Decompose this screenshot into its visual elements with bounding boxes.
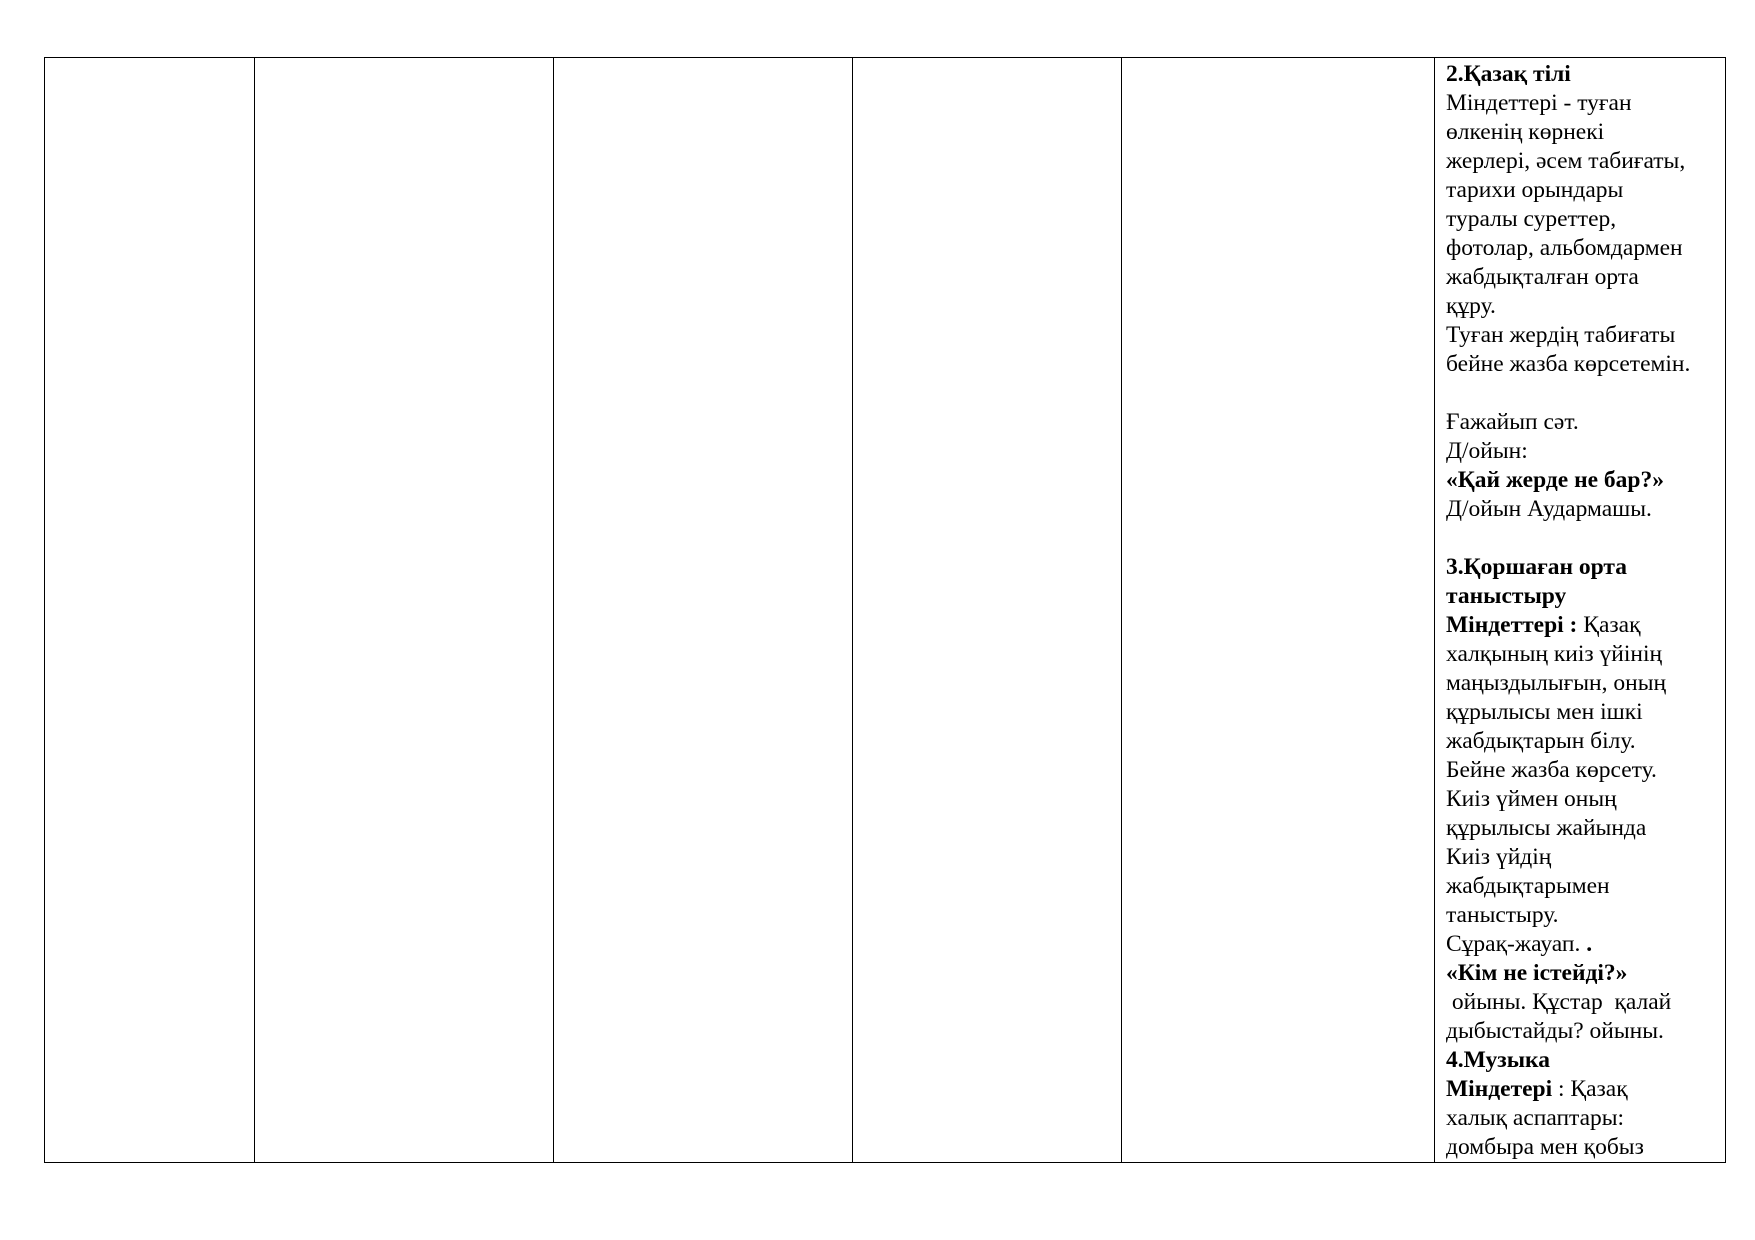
text-line	[1446, 930, 1717, 959]
task-label: Міндеттері :	[1446, 612, 1578, 638]
qa-dot: .	[1586, 931, 1593, 957]
text-line: Киіз үйдің	[1446, 844, 1552, 870]
text-line: Киіз үймен оның	[1446, 786, 1617, 812]
qa-text: Сұрақ-жауап.	[1446, 931, 1587, 957]
table-cell-activities	[1435, 58, 1726, 1163]
table-cell-empty-2	[255, 58, 554, 1163]
table-cell-empty-1	[45, 58, 255, 1163]
section-heading-environment: 3.Қоршаған орта	[1446, 554, 1628, 580]
lesson-plan-table	[44, 57, 1726, 1163]
text-line: маңыздылығын, оның	[1446, 670, 1667, 696]
text-line	[1446, 611, 1717, 640]
text-line: фотолар, альбомдармен	[1446, 235, 1683, 261]
text-line: Туған жердің табиғаты	[1446, 322, 1676, 348]
text-line: халқының киіз үйінің	[1446, 641, 1663, 667]
game-title: «Қай жерде не бар?»	[1446, 467, 1664, 493]
text-line: домбыра мен қобыз	[1446, 1134, 1644, 1160]
text-line: жабдықталған орта	[1446, 264, 1639, 290]
text-line: құру.	[1446, 293, 1496, 319]
table-cell-empty-3	[554, 58, 853, 1163]
task-text: Қазақ	[1577, 612, 1641, 638]
table-cell-empty-5	[1122, 58, 1435, 1163]
section-heading-kazakh: 2.Қазақ тілі	[1446, 61, 1571, 87]
text-line: жабдықтарымен	[1446, 873, 1610, 899]
text-line: құрылысы мен ішкі	[1446, 699, 1643, 725]
task-text: : Қазақ	[1552, 1076, 1628, 1102]
activities-text	[1435, 58, 1725, 1162]
text-line	[1446, 1075, 1717, 1104]
text-line: Д/ойын:	[1446, 438, 1528, 464]
game-title: «Кім не істейді?»	[1446, 960, 1628, 986]
text-line: таныстыру.	[1446, 902, 1559, 928]
task-label: Міндетері	[1446, 1076, 1553, 1102]
paragraph-gap	[1446, 524, 1717, 553]
text-line: дыбыстайды? ойыны.	[1446, 1018, 1664, 1044]
section-heading-music: 4.Музыка	[1446, 1047, 1550, 1073]
section-heading-environment-cont: таныстыру	[1446, 583, 1567, 609]
text-line: өлкенің көрнекі	[1446, 119, 1605, 145]
text-line: Бейне жазба көрсету.	[1446, 757, 1657, 783]
text-line: Д/ойын Аудармашы.	[1446, 496, 1652, 522]
text-line: Ғажайып сәт.	[1446, 409, 1579, 435]
text-line: туралы суреттер,	[1446, 206, 1617, 232]
text-line: құрылысы жайында	[1446, 815, 1647, 841]
text-line: халық аспаптары:	[1446, 1105, 1625, 1131]
text-line: жабдықтарын білу.	[1446, 728, 1636, 754]
text-line: Міндеттері - туған	[1446, 90, 1632, 116]
table-row	[45, 58, 1726, 1163]
text-line: жерлері, әсем табиғаты,	[1446, 148, 1686, 174]
paragraph-gap	[1446, 379, 1717, 408]
table-cell-empty-4	[853, 58, 1122, 1163]
text-line: тарихи орындары	[1446, 177, 1624, 203]
text-line: бейне жазба көрсетемін.	[1446, 351, 1691, 377]
text-line: ойыны. Құстар қалай	[1446, 989, 1672, 1015]
